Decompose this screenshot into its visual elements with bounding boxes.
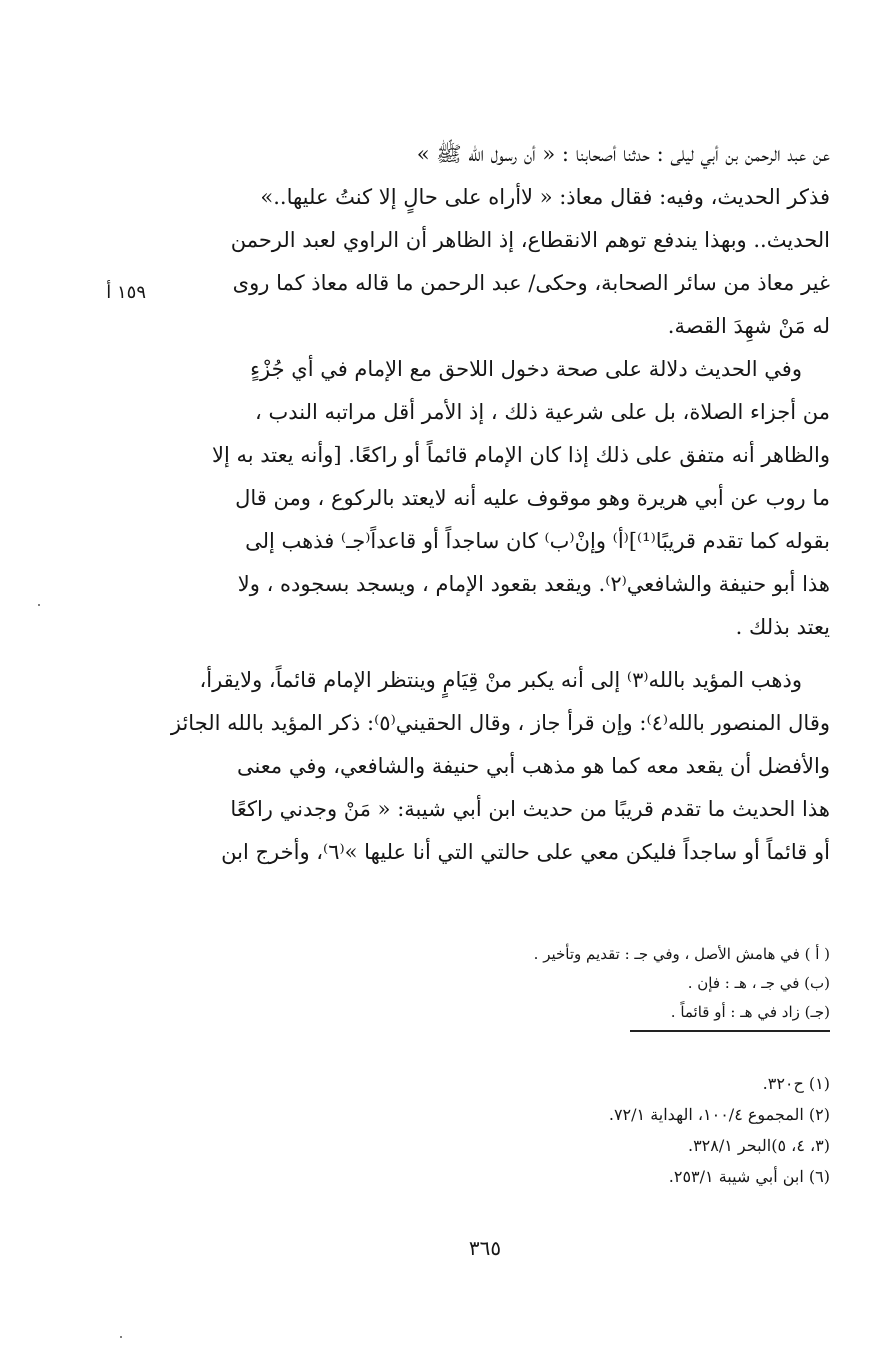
text-line: بقوله كما تقدم قريبًا⁽¹⁾]⁽أ⁾ وإنْ⁽ب⁾ كان ساجداً أو قاعداً⁽جـ⁾ فذهب إلى xyxy=(245,529,830,553)
main-text xyxy=(158,133,830,874)
text-line: ما روب عن أبي هريرة وهو موقوف عليه أنه لايعتد بالركوع ، ومن قال xyxy=(235,486,830,510)
text-line: وفي الحديث دلالة على صحة دخول اللاحق مع الإمام في أي جُزْءٍ xyxy=(250,357,802,381)
paragraph-3 xyxy=(158,659,830,874)
variant-note: (ب) في جـ ، هـ : فإن . xyxy=(687,974,830,992)
variant-note: ( أ ) في هامش الأصل ، وفي جـ : تقديم وتأخير . xyxy=(533,945,830,963)
text-line: وقال المنصور بالله⁽٤⁾: وإن قرأ جاز ، وقال الحقيني⁽٥⁾: ذكر المؤيد بالله الجائز xyxy=(170,711,830,735)
footnote: (١) ح٣٢٠. xyxy=(762,1074,830,1093)
text-line: من أجزاء الصلاة، بل على شرعية ذلك ، إذ الأمر أقل مراتبه الندب ، xyxy=(254,400,830,424)
variant-note: (جـ) زاد في هـ : أو قائماً . xyxy=(670,1003,830,1021)
text-line: له مَنْ شهِدَ القصة. xyxy=(667,314,830,338)
text-line: هذا الحديث ما تقدم قريبًا من حديث ابن أبي شيبة: « مَنْ وجدني راكعًا xyxy=(230,797,830,821)
text-line: عن عبد الرحمن بن أبي ليلى : حدثنا أصحابنا : « أن رسول الله ﷺ » xyxy=(416,142,830,166)
footnote: (٦) ابن أبي شيبة ٢٥٣/١. xyxy=(668,1167,830,1186)
text-line: والظاهر أنه متفق على ذلك إذا كان الإمام قائماً أو راكعًا. [وأنه يعتد به إلا xyxy=(211,443,830,467)
footnote-separator-rule xyxy=(630,1030,830,1032)
text-line: الحديث.. وبهذا يندفع توهم الانقطاع، إذ الظاهر أن الراوي لعبد الرحمن xyxy=(230,228,830,252)
text-line: فذكر الحديث، وفيه: فقال معاذ: « لاأراه على حالٍ إلا كنتُ عليها..» xyxy=(260,185,830,209)
manuscript-variant-notes xyxy=(420,940,830,1027)
text-line: وذهب المؤيد بالله⁽٣⁾ إلى أنه يكبر منْ قِيَامٍ وينتظر الإمام قائماً، ولايقرأ، xyxy=(199,668,802,692)
paragraph-1 xyxy=(158,133,830,348)
text-line: يعتد بذلك . xyxy=(735,615,830,639)
text-line: غير معاذ من سائر الصحابة، وحكى/ عبد الرحمن ما قاله معاذ كما روى xyxy=(232,271,830,295)
text-line: هذا أبو حنيفة والشافعي⁽٢⁾. ويقعد بقعود الإمام ، ويسجد بسجوده ، ولا xyxy=(237,572,830,596)
footnote: (٢) المجموع ١٠٠/٤، الهداية ٧٢/١. xyxy=(608,1105,830,1124)
paragraph-gap xyxy=(158,649,830,659)
footnote: (٣، ٤، ٥)البحر ٣٢٨/١. xyxy=(687,1136,830,1155)
page-number: ٣٦٥ xyxy=(468,1236,502,1260)
paragraph-2 xyxy=(158,348,830,649)
text-line: أو قائماً أو ساجداً فليكن معي على حالتي التي أنا عليها »⁽٦⁾، وأخرج ابن xyxy=(221,840,830,864)
scan-speck xyxy=(120,1336,122,1338)
footnotes xyxy=(420,1068,830,1192)
scan-speck xyxy=(38,604,40,606)
text-line: والأفضل أن يقعد معه كما هو مذهب أبي حنيفة والشافعي، وفي معنى xyxy=(236,754,830,778)
manuscript-folio-note: ١٥٩ أ xyxy=(106,282,146,303)
